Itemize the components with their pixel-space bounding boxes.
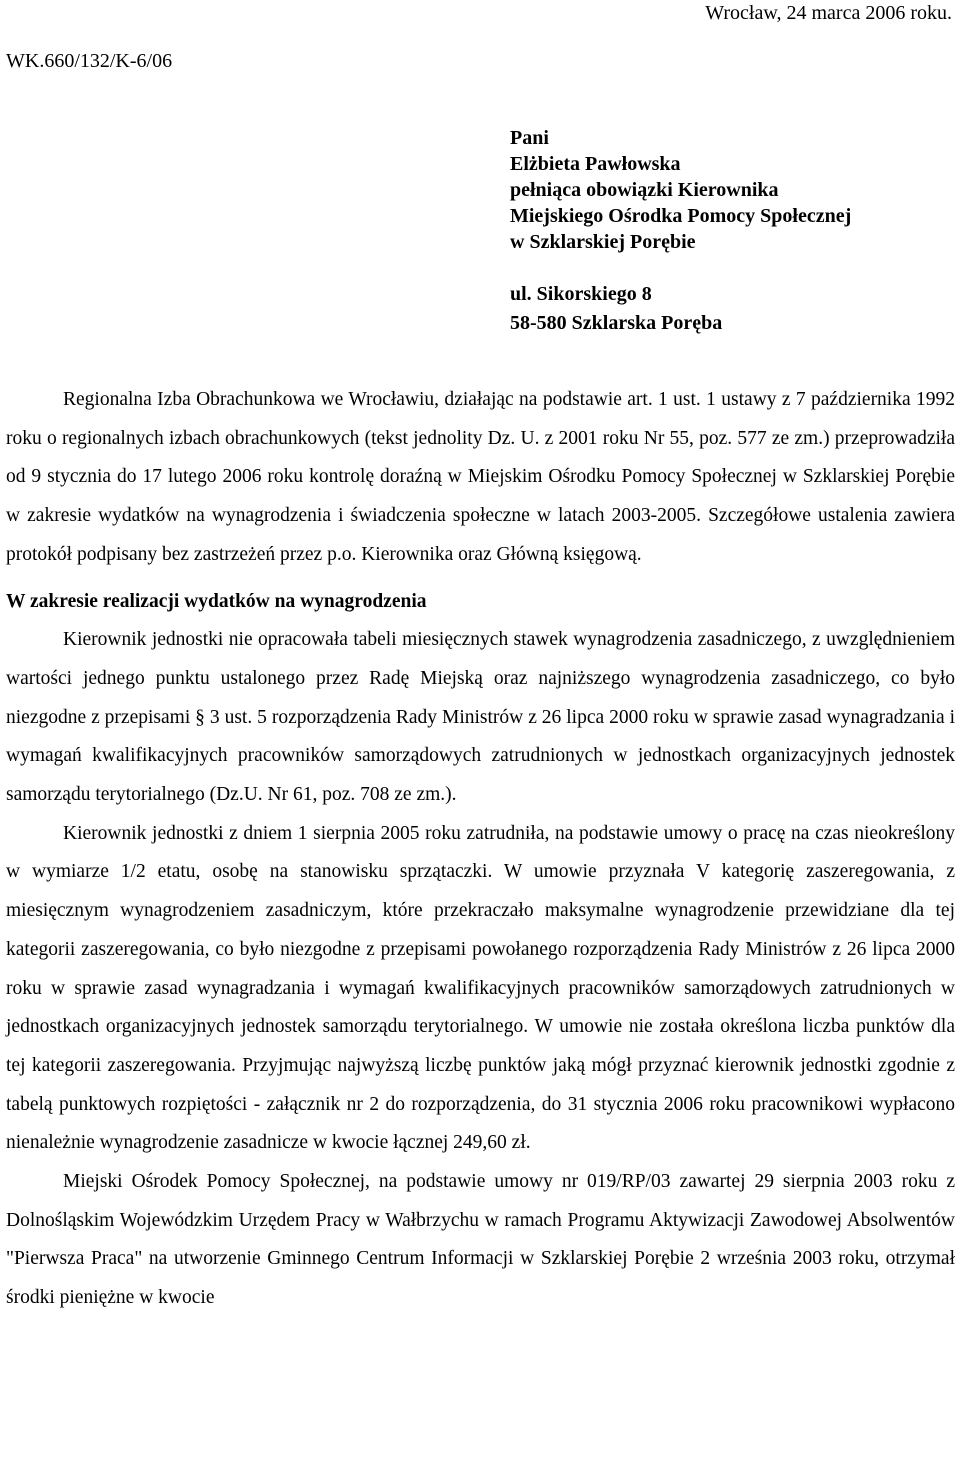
recipient-address: [510, 280, 722, 338]
body-paragraph: Kierownik jednostki nie opracowała tabeli miesięcznych stawek wynagrodzenia zasadniczego, z uwzględnieniem wartości jednego punktu ustalonego przez Radę Miejską oraz najniższego wynagrodzenia zasadniczego, co było niezgodne z przepisami § 3 ust. 5 rozporządzenia Rady Ministrów z 26 lipca 2000 roku w sprawie zasad wynagradzania i wymagań kwalifikacyjnych pracowników samorządowych zatrudnionych w jednostkach organizacyjnych jednostek samorządu terytorialnego (Dz.U. Nr 61, poz. 708 ze zm.).: [6, 629, 955, 806]
address-line: ul. Sikorskiego 8: [510, 283, 652, 305]
letter-date: Wrocław, 24 marca 2006 roku.: [705, 2, 952, 24]
letter-body: [6, 381, 955, 1318]
recipient-block: [510, 125, 851, 255]
address-line: 58-580 Szklarska Poręba: [510, 312, 723, 334]
reference-number: WK.660/132/K-6/06: [6, 50, 173, 72]
body-paragraph: Kierownik jednostki z dniem 1 sierpnia 2005 roku zatrudniła, na podstawie umowy o pracę na czas nieokreślony w wymiarze 1/2 etatu, osobę na stanowisku sprzątaczki. W umowie przyznała V kategorię zaszeregowania, z miesięcznym wynagrodzeniem zasadniczym, które przekraczało maksymalne wynagrodzenie przewidziane dla tej kategorii zaszeregowania, co było niezgodne z przepisami powołanego rozporządzenia Rady Ministrów z 26 lipca 2000 roku w sprawie zasad wynagradzania i wymagań kwalifikacyjnych pracowników samorządowych zatrudnionych w jednostkach organizacyjnych jednostek samorządu terytorialnego. W umowie nie została określona liczba punktów dla tej kategorii zaszeregowania. Przyjmując najwyższą liczbę punktów jaką mógł przyznać kierownik jednostki zgodnie z tabelą punktowych rozpiętości - załącznik nr 2 do rozporządzenia, do 31 stycznia 2006 roku pracownikowi wypłacono nienależnie wynagrodzenie zasadnicze w kwocie łącznej 249,60 zł.: [6, 822, 955, 1154]
body-paragraph: Miejski Ośrodek Pomocy Społecznej, na podstawie umowy nr 019/RP/03 zawartej 29 sierpnia 2003 roku z Dolnośląskim Wojewódzkim Urzędem Pracy w Wałbrzychu w ramach Programu Aktywizacji Zawodowej Absolwentów "Pierwsza Praca" na utworzenie Gminnego Centrum Informacji w Szklarskiej Porębie 2 września 2003 roku, otrzymał środki pieniężne w kwocie: [6, 1171, 955, 1309]
section-heading: W zakresie realizacji wydatków na wynagrodzenia: [6, 590, 427, 612]
intro-paragraph: Regionalna Izba Obrachunkowa we Wrocławiu, działając na podstawie art. 1 ust. 1 ustawy z 7 października 1992 roku o regionalnych izbach obrachunkowych (tekst jednolity Dz. U. z 2001 roku Nr 55, poz. 577 ze zm.) przeprowadziła od 9 stycznia do 17 lutego 2006 roku kontrolę doraźną w Miejskim Ośrodku Pomocy Społecznej w Szklarskiej Porębie w zakresie wydatków na wynagrodzenia i świadczenia społeczne w latach 2003-2005. Szczegółowe ustalenia zawiera protokół podpisany bez zastrzeżeń przez p.o. Kierownika oraz Główną księgową.: [6, 389, 955, 565]
recipient-line: Miejskiego Ośrodka Pomocy Społecznej: [510, 205, 852, 227]
recipient-line: pełniąca obowiązki Kierownika: [510, 179, 779, 201]
recipient-line: Pani: [510, 127, 549, 149]
recipient-line: Elżbieta Pawłowska: [510, 153, 681, 175]
recipient-line: w Szklarskiej Porębie: [510, 231, 696, 253]
